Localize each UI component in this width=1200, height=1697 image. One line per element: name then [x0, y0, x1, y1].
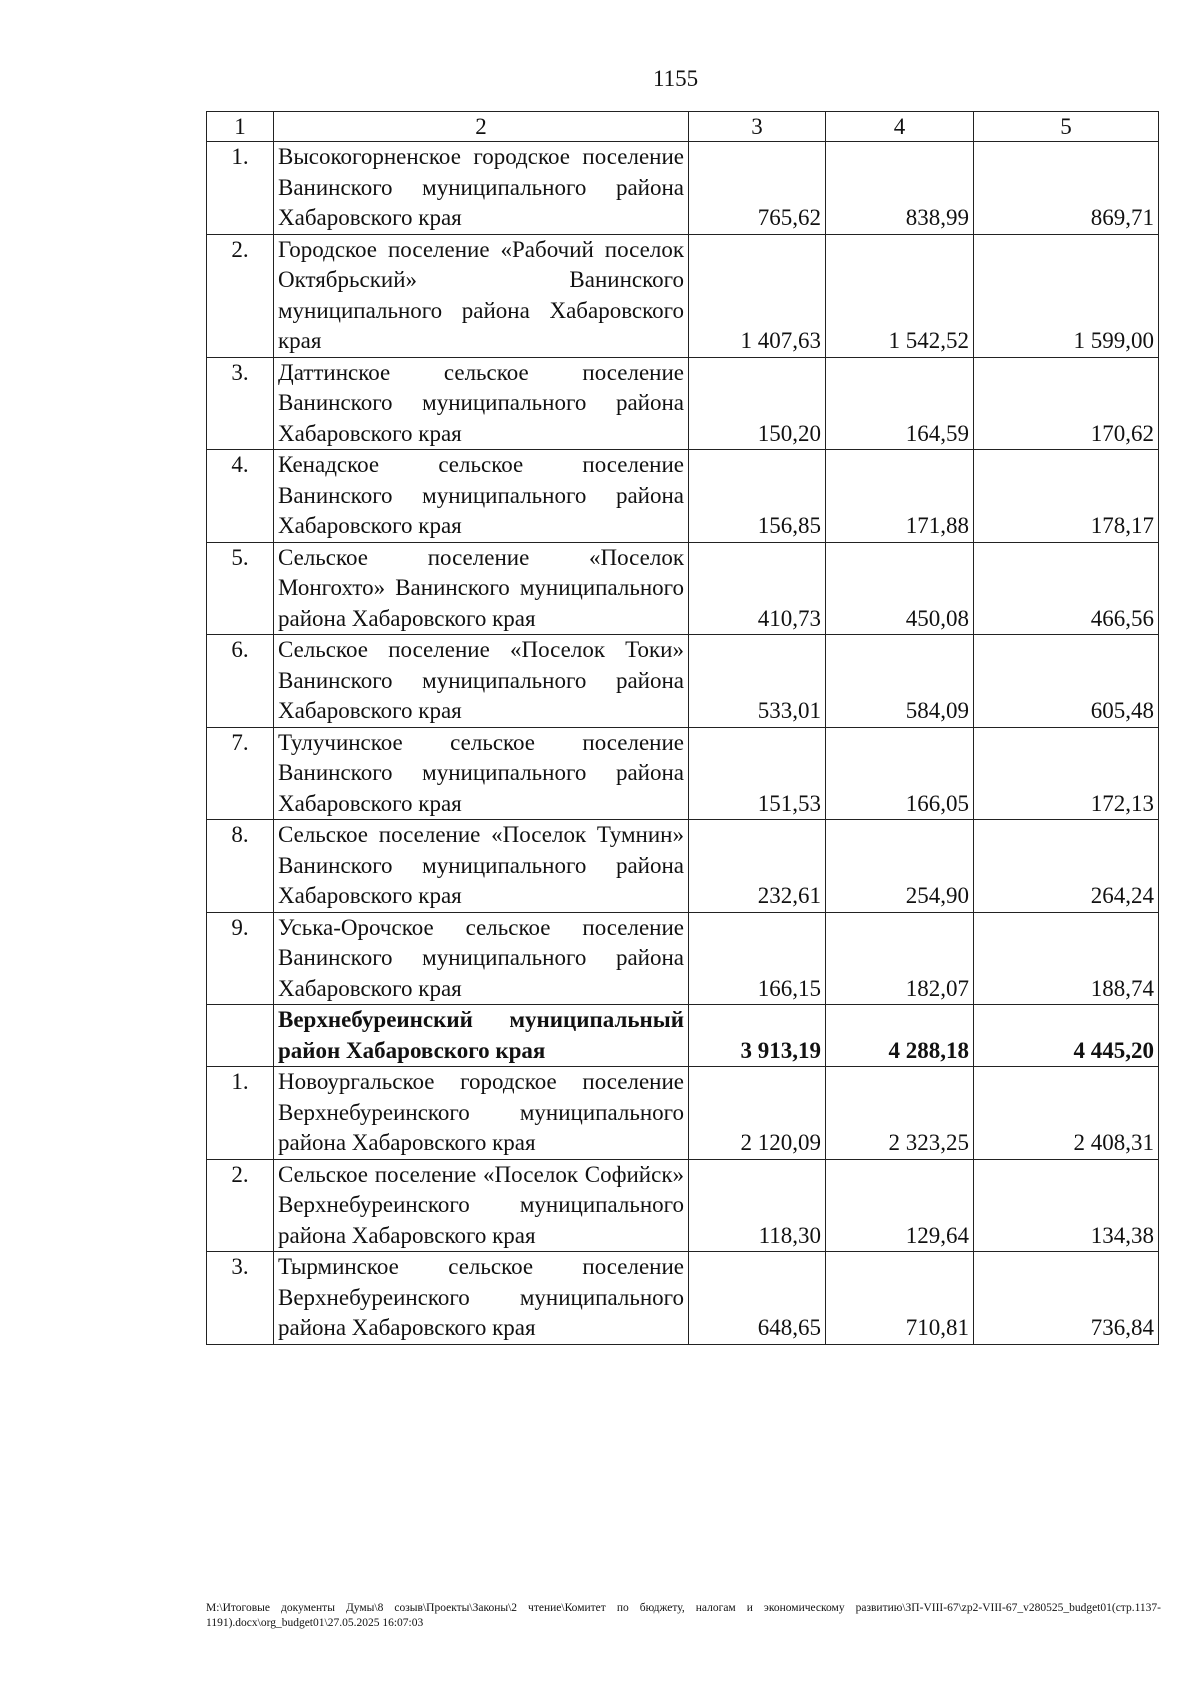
table-row [207, 820, 1159, 913]
value-col-4: 164,59 [826, 357, 974, 450]
settlement-name: Новоургальское городское поселение Верхнебуреинского муниципального района Хабаровского края [274, 1067, 689, 1160]
value-col-4: 1 542,52 [826, 234, 974, 357]
value-col-5: 4 445,20 [974, 1005, 1159, 1067]
value-col-3: 2 120,09 [689, 1067, 826, 1160]
settlement-name: Сельское поселение «Поселок Софийск» Верхнебуреинского муниципального района Хабаровского края [274, 1159, 689, 1252]
value-col-4: 838,99 [826, 142, 974, 235]
value-col-4: 171,88 [826, 450, 974, 543]
value-col-4: 450,08 [826, 542, 974, 635]
value-col-4: 584,09 [826, 635, 974, 728]
value-col-5: 178,17 [974, 450, 1159, 543]
value-col-5: 605,48 [974, 635, 1159, 728]
value-col-4: 710,81 [826, 1252, 974, 1345]
row-number: 5. [207, 542, 274, 635]
value-col-5: 134,38 [974, 1159, 1159, 1252]
value-col-3: 151,53 [689, 727, 826, 820]
value-col-5: 170,62 [974, 357, 1159, 450]
settlement-name: Сельское поселение «Поселок Тумнин» Ванинского муниципального района Хабаровского края [274, 820, 689, 913]
settlement-name: Сельское поселение «Поселок Монгохто» Ванинского муниципального района Хабаровского края [274, 542, 689, 635]
row-number: 3. [207, 357, 274, 450]
budget-table-body [207, 112, 1159, 1345]
row-number: 4. [207, 450, 274, 543]
value-col-5: 466,56 [974, 542, 1159, 635]
value-col-5: 736,84 [974, 1252, 1159, 1345]
settlement-name: Кенадское сельское поселение Ванинского муниципального района Хабаровского края [274, 450, 689, 543]
settlement-name: Городское поселение «Рабочий поселок Октябрьский» Ванинского муниципального района Хабаровского края [274, 234, 689, 357]
table-row [207, 542, 1159, 635]
table-row [207, 357, 1159, 450]
row-number: 9. [207, 912, 274, 1005]
value-col-5: 869,71 [974, 142, 1159, 235]
file-path-footer: M:\Итоговые документы Думы\8 созыв\Проекты\Законы\2 чтение\Комитет по бюджету, налогам и экономическому развитию\ЗП-VIII-67\zp2-VIII-67_v280525_budget01(стр.1137-1191).docx\org_budget01\27.05.2025 16:07:03 [206, 1602, 1161, 1629]
value-col-3: 156,85 [689, 450, 826, 543]
page-number: 1155 [653, 66, 699, 91]
table-row [207, 1067, 1159, 1160]
value-col-5: 2 408,31 [974, 1067, 1159, 1160]
value-col-4: 254,90 [826, 820, 974, 913]
value-col-3: 150,20 [689, 357, 826, 450]
table-row [207, 1252, 1159, 1345]
row-number: 1. [207, 142, 274, 235]
value-col-4: 129,64 [826, 1159, 974, 1252]
table-row-district-total [207, 1005, 1159, 1067]
value-col-3: 232,61 [689, 820, 826, 913]
table-row [207, 234, 1159, 357]
value-col-4: 166,05 [826, 727, 974, 820]
value-col-3: 410,73 [689, 542, 826, 635]
column-header: 4 [826, 112, 974, 142]
settlement-name: Тырминское сельское поселение Верхнебуреинского муниципального района Хабаровского края [274, 1252, 689, 1345]
row-number: 7. [207, 727, 274, 820]
column-header: 5 [974, 112, 1159, 142]
value-col-5: 188,74 [974, 912, 1159, 1005]
value-col-5: 1 599,00 [974, 234, 1159, 357]
row-number: 3. [207, 1252, 274, 1345]
value-col-5: 264,24 [974, 820, 1159, 913]
budget-table [206, 111, 1159, 1345]
table-row [207, 635, 1159, 728]
value-col-3: 648,65 [689, 1252, 826, 1345]
value-col-3: 166,15 [689, 912, 826, 1005]
row-number: 1. [207, 1067, 274, 1160]
row-number: 8. [207, 820, 274, 913]
value-col-5: 172,13 [974, 727, 1159, 820]
row-number [207, 1005, 274, 1067]
value-col-4: 4 288,18 [826, 1005, 974, 1067]
column-header: 2 [274, 112, 689, 142]
column-header: 3 [689, 112, 826, 142]
table-row [207, 450, 1159, 543]
row-number: 2. [207, 234, 274, 357]
settlement-name: Уська-Орочское сельское поселение Ванинского муниципального района Хабаровского края [274, 912, 689, 1005]
settlement-name: Высокогорненское городское поселение Ванинского муниципального района Хабаровского края [274, 142, 689, 235]
value-col-3: 533,01 [689, 635, 826, 728]
settlement-name: Тулучинское сельское поселение Ванинского муниципального района Хабаровского края [274, 727, 689, 820]
column-header: 1 [207, 112, 274, 142]
settlement-name: Сельское поселение «Поселок Токи» Ванинского муниципального района Хабаровского края [274, 635, 689, 728]
settlement-name: Даттинское сельское поселение Ванинского муниципального района Хабаровского края [274, 357, 689, 450]
value-col-3: 1 407,63 [689, 234, 826, 357]
table-header-row [207, 112, 1159, 142]
table-row [207, 142, 1159, 235]
table-row [207, 912, 1159, 1005]
table-row [207, 1159, 1159, 1252]
table-row [207, 727, 1159, 820]
value-col-4: 2 323,25 [826, 1067, 974, 1160]
value-col-3: 765,62 [689, 142, 826, 235]
value-col-3: 3 913,19 [689, 1005, 826, 1067]
value-col-4: 182,07 [826, 912, 974, 1005]
row-number: 2. [207, 1159, 274, 1252]
settlement-name: Верхнебуреинский муниципальный район Хабаровского края [274, 1005, 689, 1067]
value-col-3: 118,30 [689, 1159, 826, 1252]
row-number: 6. [207, 635, 274, 728]
